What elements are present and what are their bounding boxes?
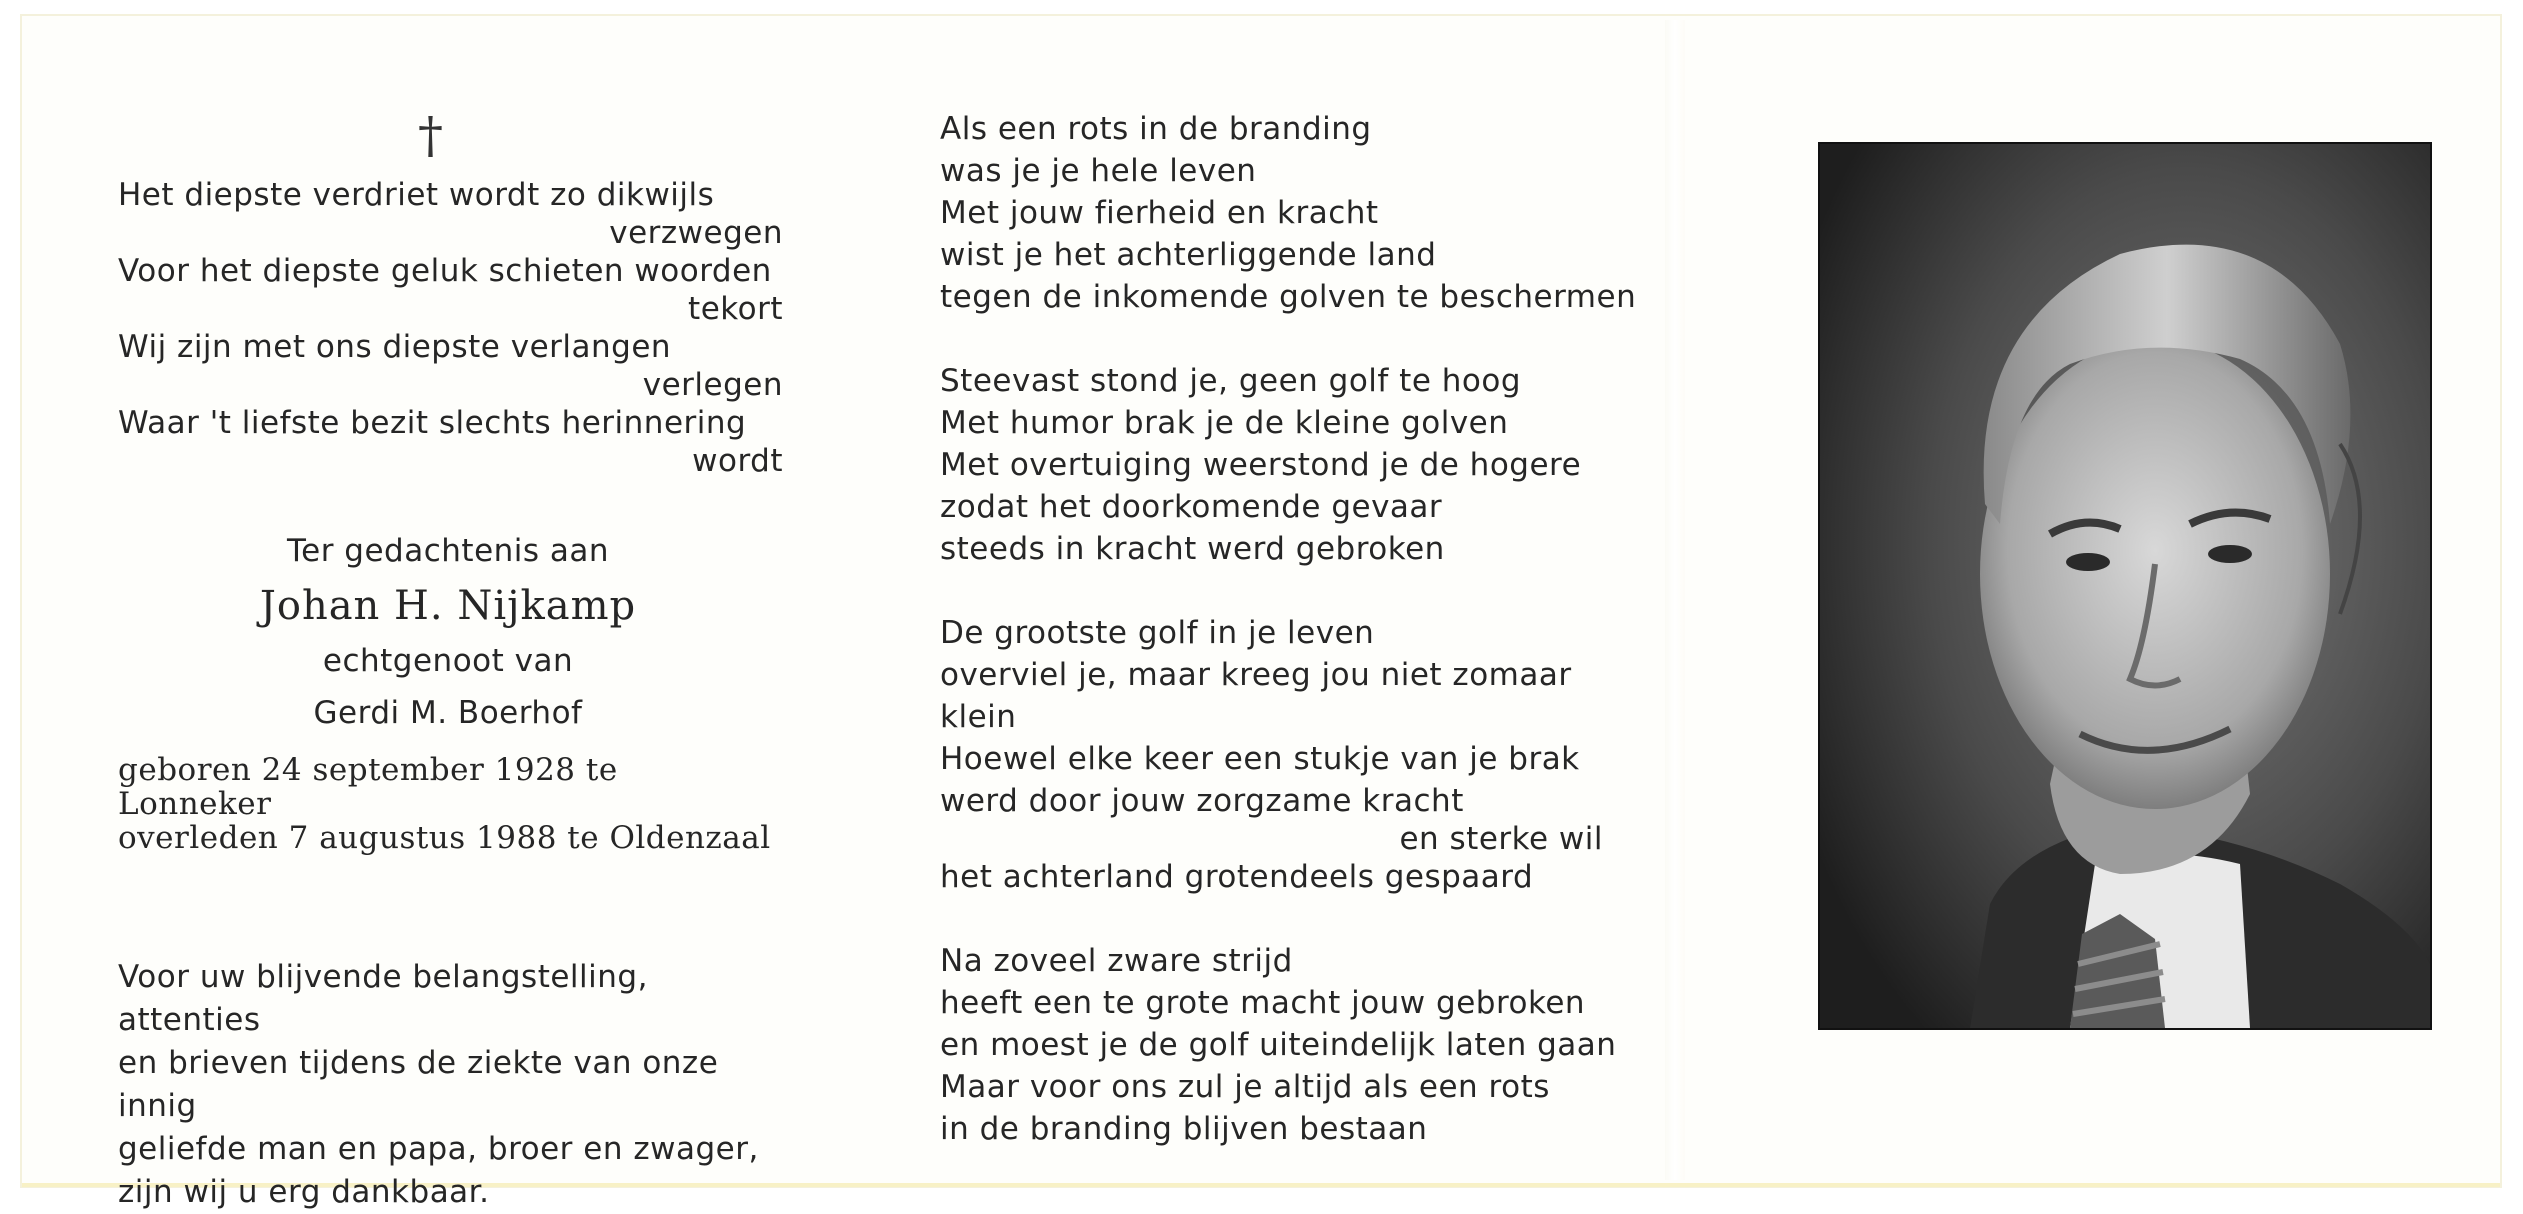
relation-label: echtgenoot van [322, 643, 574, 679]
poem-line: Met overtuiging weerstond je de hogere [940, 447, 1582, 483]
right-eye [2208, 545, 2252, 563]
poem-line: zodat het doorkomende gevaar [940, 489, 1443, 525]
verse-line: Voor het diepste geluk schieten woorden [118, 253, 772, 289]
poem-line: Met humor brak je de kleine golven [940, 405, 1509, 441]
thanks-line: Voor uw blijvende belangstelling, attenties [118, 959, 648, 1038]
life-dates [118, 753, 778, 855]
poem-line: in de branding blijven bestaan [940, 1111, 1428, 1147]
poem-line-indented: en sterke wil [1399, 821, 1603, 857]
verse-line: Wij zijn met ons diepste verlangen [118, 329, 672, 365]
poem-line: Maar voor ons zul je altijd als een rots [940, 1069, 1550, 1105]
poem-line: steeds in kracht werd gebroken [940, 531, 1445, 567]
verse-tail: verzwegen [609, 215, 783, 251]
portrait-photo [1818, 142, 2432, 1030]
memorial-block [118, 525, 778, 739]
card-fold [1665, 20, 1685, 1180]
thanks-line: en brieven tijdens de ziekte van onze innig [118, 1045, 719, 1124]
thanks-paragraph [118, 956, 788, 1214]
poem-stanza-1 [940, 108, 1640, 318]
in-memory-label: Ter gedachtenis aan [286, 533, 610, 569]
poem-line: Steevast stond je, geen golf te hoog [940, 363, 1522, 399]
portrait-illustration [1820, 144, 2430, 1028]
poem-column [940, 108, 1640, 1192]
thanks-line: geliefde man en papa, broer en zwager, [118, 1131, 759, 1167]
poem-line: De grootste golf in je leven [940, 615, 1375, 651]
verse-line: Het diepste verdriet wordt zo dikwijls [118, 177, 715, 213]
poem-line: en moest je de golf uiteindelijk laten gaan [940, 1027, 1617, 1063]
poem-line: heeft een te grote macht jouw gebroken [940, 985, 1586, 1021]
spouse-name: Gerdi M. Boerhof [313, 695, 583, 731]
poem-line: overviel je, maar kreeg jou niet zomaar klein [940, 657, 1572, 735]
poem-line: was je je hele leven [940, 153, 1257, 189]
poem-line: tegen de inkomende golven te beschermen [940, 279, 1637, 315]
death-line: overleden 7 augustus 1988 te Oldenzaal [118, 820, 771, 856]
poem-line: wist je het achterliggende land [940, 237, 1437, 273]
verse-tail: wordt [692, 443, 783, 479]
poem-stanza-4 [940, 940, 1640, 1150]
poem-line: Als een rots in de branding [940, 111, 1372, 147]
poem-line: werd door jouw zorgzame kracht [940, 783, 1464, 819]
intro-verse [118, 174, 783, 478]
birth-line: geboren 24 september 1928 te Lonneker [118, 752, 618, 822]
verse-tail: tekort [688, 291, 783, 327]
poem-line: Na zoveel zware strijd [940, 943, 1293, 979]
poem-stanza-2 [940, 360, 1640, 570]
poem-line: Hoewel elke keer een stukje van je brak [940, 741, 1580, 777]
poem-line: het achterland grotendeels gespaard [940, 859, 1534, 895]
verse-line: Waar 't liefste bezit slechts herinnering [118, 405, 747, 441]
deceased-name: Johan H. Nijkamp [259, 583, 637, 629]
left-eye [2066, 553, 2110, 571]
poem-stanza-3 [940, 612, 1640, 898]
poem-line: Met jouw fierheid en kracht [940, 195, 1379, 231]
thanks-line: zijn wij u erg dankbaar. [118, 1174, 490, 1210]
verse-tail: verlegen [642, 367, 783, 403]
cross-icon: † [418, 106, 443, 164]
